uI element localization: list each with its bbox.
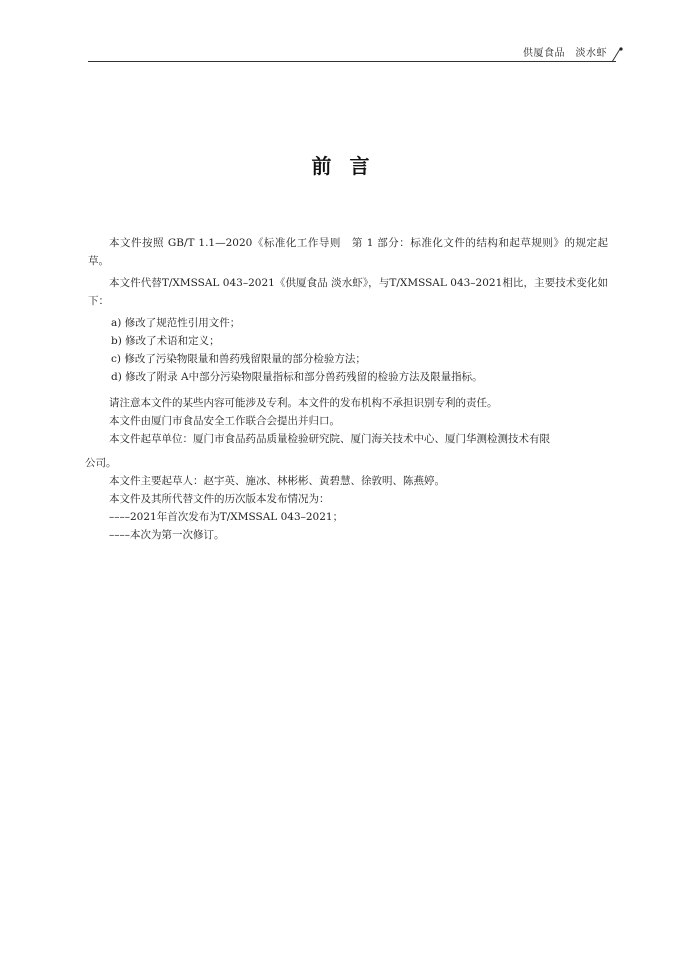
paragraph-drafting-rules: 本文件按照 GB/T 1.1—2020《标准化工作导则 第 1 部分：标准化文件的结构和起草规则》的规定起草。 (88, 237, 608, 267)
paragraph-history-intro: 本文件及其所代替文件的历次版本发布情况为： (109, 493, 330, 505)
list-item: a) 修改了规范性引用文件； (111, 317, 241, 329)
document-body (85, 234, 608, 544)
running-title: 供厦食品 淡水虾 (523, 48, 607, 59)
paragraph-patent-notice: 请注意本文件的某些内容可能涉及专利。本文件的发布机构不承担识别专利的责任。 (109, 397, 498, 409)
history-item: ––––2021年首次发布为T/XMSSAL 043–2021； (109, 511, 344, 523)
history-item: ––––本次为第一次修订。 (109, 529, 225, 541)
list-item: d) 修改了附录 A中部分污染物限量指标和部分兽药残留的检验方法及限量指标。 (111, 371, 483, 383)
section-title: 前言 (311, 154, 388, 178)
page-header (0, 0, 681, 70)
paragraph-proposer: 本文件由厦门市食品安全工作联合会提出并归口。 (109, 415, 340, 427)
technical-changes-list (88, 314, 608, 386)
header-rule (88, 61, 616, 62)
paragraph-drafting-units: 本文件起草单位：厦门市食品药品质量检验研究院、厦门海关技术中心、厦门华测检测技术有限 (109, 433, 550, 445)
paragraph-replacement: 本文件代替T/XMSSAL 043–2021《供厦食品 淡水虾》，与T/XMSSAL 043–2021相比，主要技术变化如下： (88, 277, 608, 307)
list-item: b) 修改了术语和定义； (111, 335, 220, 347)
list-item: c) 修改了污染物限量和兽药残留限量的部分检验方法； (111, 353, 366, 365)
paragraph-drafters: 本文件主要起草人：赵宇英、施冰、林彬彬、黄碧慧、徐敦明、陈燕婷。 (109, 475, 445, 487)
header-slash-mark (610, 46, 626, 64)
paragraph-drafting-units-cont: 公司。 (85, 457, 117, 469)
